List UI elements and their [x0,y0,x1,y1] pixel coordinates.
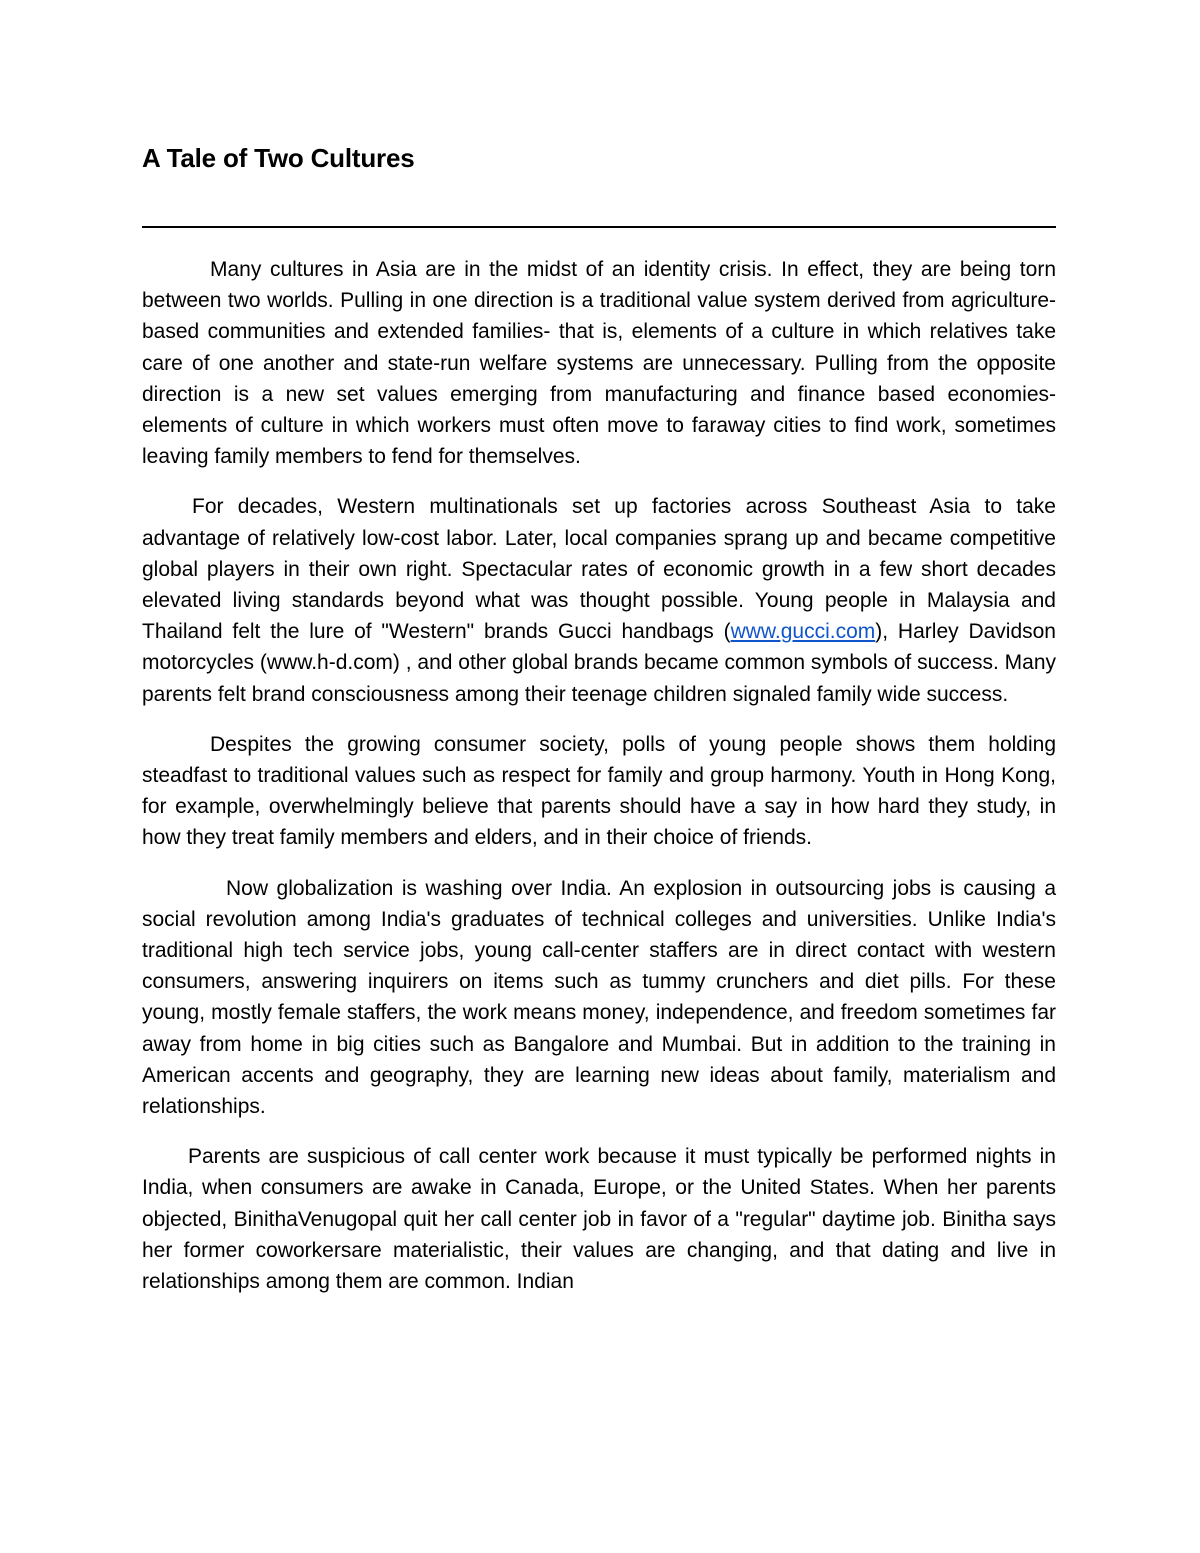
paragraph-western-multinationals [142,491,1056,709]
paragraph-text-before-link: For decades, Western multinationals set up factories across Southeast Asia to take advantage of relatively low-cost labor. Later, local companies sprang up and became competitive global players in their own right. Spectacular rates of economic growth in a few short decades elevated living standards beyond what was thought possible. Young people in Malaysia and Thailand felt the lure of "Western" brands Gucci handbags ( [142,495,1056,644]
paragraph-text-after-link: ), Harley Davidson motorcycles (www.h-d.com) , and other global brands became common symbols of success. Many parents felt brand consciousness among their teenage children signaled family wide success. [142,620,1056,706]
gucci-link[interactable]: www.gucci.com [730,620,876,644]
document-title: A Tale of Two Cultures [142,143,415,173]
paragraph-identity-crisis: Many cultures in Asia are in the midst of an identity crisis. In effect, they are being torn between two worlds. Pulling in one direction is a traditional value system derived from agriculture-based communities and extended families- that is, elements of a culture in which relatives take care of one another and state-run welfare systems are unnecessary. Pulling from the opposite direction is a new set values emerging from manufacturing and finance based economies- elements of culture in which workers must often move to faraway cities to find work, sometimes leaving family members to fend for themselves. [142,258,1056,469]
paragraph-globalization-india: Now globalization is washing over India. An explosion in outsourcing jobs is causing a social revolution among India's graduates of technical colleges and universities. Unlike India's traditional high tech service jobs, young call-center staffers are in direct contact with western consumers, answering inquirers on items such as tummy crunchers and diet pills. For these young, mostly female staffers, the work means money, independence, and freedom sometimes far away from home in big cities such as Bangalore and Mumbai. But in addition to the training in American accents and geography, they are learning new ideas about family, materialism and relationships. [142,876,1056,1119]
document-page [142,138,1056,1316]
paragraph-call-center-work: Parents are suspicious of call center work because it must typically be performed nights in India, when consumers are awake in Canada, Europe, or the United States. When her parents objected, BinithaVenugopal quit her call center job in favor of a "regular" daytime job. Binitha says her former coworkersare materialistic, their values are changing, and that dating and live in relationships among them are common. Indian [142,1145,1056,1294]
document-body [142,254,1056,1297]
horizontal-rule [142,226,1056,228]
paragraph-consumer-society: Despites the growing consumer society, polls of young people shows them holding steadfast to traditional values such as respect for family and group harmony. Youth in Hong Kong, for example, overwhelmingly believe that parents should have a say in how hard they study, in how they treat family members and elders, and in their choice of friends. [142,732,1056,850]
